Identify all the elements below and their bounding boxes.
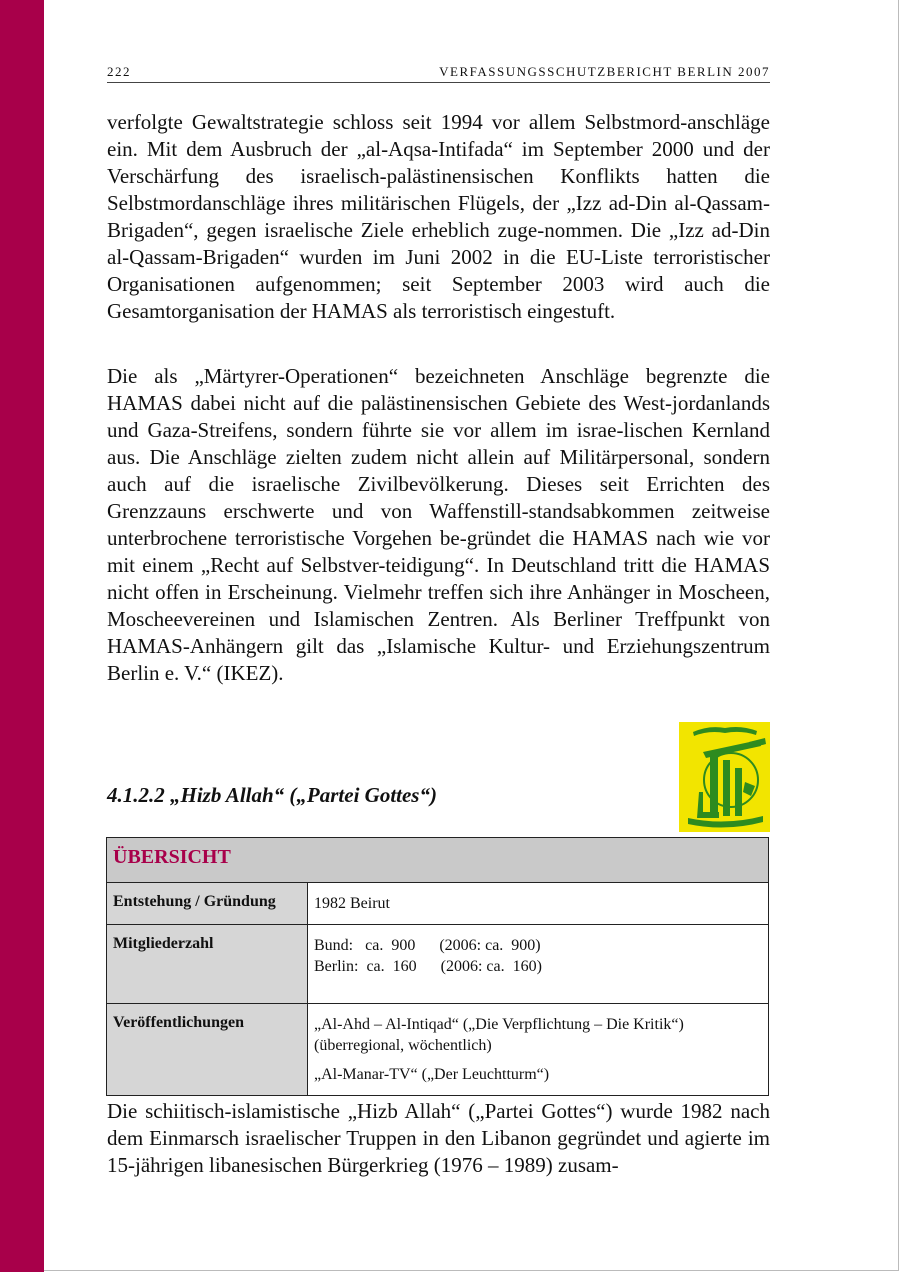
hizb-allah-flag-logo-icon — [679, 722, 770, 832]
value-line: 1982 Beirut — [314, 895, 390, 912]
paragraph-hamas-operations: Die als „Märtyrer-Operationen“ bezeichneten Anschläge begrenzte die HAMAS dabei nicht auf die palästinensischen Gebiete des West-jordanlands und Gaza-Streifens, sondern führte sie vor allem im israe-lischen Kernland aus. Die Anschläge zielten zudem nicht allein auf Militärpersonal, sondern auch auf die israelische Zivilbevölkerung. Dieses seit Errichten des Grenzzauns erschwerte und von Waffenstill-standsabkommen zeitweise unterbrochene terroristische Vorgehen be-gründet die HAMAS nach wie vor mit einem „Recht auf Selbstver-teidigung“. In Deutschland tritt die HAMAS nicht offen in Erscheinung. Vielmehr treffen sich ihre Anhänger in Moscheen, Moscheevereinen und Islamischen Zentren. Als Berliner Treffpunkt von HAMAS-Anhängern gilt das „Islamische Kultur- und Erziehungszentrum Berlin e. V.“ (IKEZ). — [107, 364, 770, 685]
table-row — [107, 883, 769, 925]
row-label: Entstehung / Gründung — [107, 883, 308, 925]
value-line: Berlin: ca. 160 (2006: ca. 160) — [314, 958, 542, 975]
value-line: (überregional, wöchentlich) — [314, 1037, 492, 1054]
report-title: VERFASSUNGSSCHUTZBERICHT BERLIN 2007 — [439, 64, 770, 79]
row-value — [308, 925, 769, 1004]
section-heading-hizb-allah: 4.1.2.2 „Hizb Allah“ („Partei Gottes“) — [107, 783, 437, 807]
running-header — [107, 62, 770, 83]
table-row — [107, 925, 769, 1004]
value-line: Bund: ca. 900 (2006: ca. 900) — [314, 937, 541, 954]
row-value — [308, 1004, 769, 1096]
table-row — [107, 1004, 769, 1096]
row-label: Mitgliederzahl — [107, 925, 308, 1004]
row-value — [308, 883, 769, 925]
page-number: 222 — [107, 64, 131, 79]
row-label: Veröffentlichungen — [107, 1004, 308, 1096]
overview-table — [106, 837, 769, 1096]
left-color-bar — [0, 0, 44, 1272]
paragraph-hamas-strategy: verfolgte Gewaltstrategie schloss seit 1994 vor allem Selbstmord-anschläge ein. Mit dem Ausbruch der „al-Aqsa-Intifada“ im September 2000 und der Verschärfung des israelisch-palästinensischen Konflikts hatten die Selbstmordanschläge ihres militärischen Flügels, der „Izz ad-Din al-Qassam-Brigaden“, gegen israelische Ziele erheblich zuge-nommen. Die „Izz ad-Din al-Qassam-Brigaden“ wurden im Juni 2002 in die EU-Liste terroristischer Organisationen aufgenommen; seit September 2003 wird auch die Gesamtorganisation der HAMAS als terroristisch eingestuft. — [107, 110, 770, 323]
paragraph-hizb-allah-intro: Die schiitisch-islamistische „Hizb Allah“ („Partei Gottes“) wurde 1982 nach dem Einmarsch israelischer Truppen in den Libanon gegründet und agierte im 15-jährigen libanesischen Bürgerkrieg (1976 – 1989) zusam- — [107, 1099, 770, 1177]
overview-title: ÜBERSICHT — [107, 838, 769, 883]
value-line: „Al-Manar-TV“ („Der Leuchtturm“) — [314, 1066, 550, 1083]
value-line: „Al-Ahd – Al-Intiqad“ („Die Verpflichtung – Die Kritik“) — [314, 1016, 684, 1033]
